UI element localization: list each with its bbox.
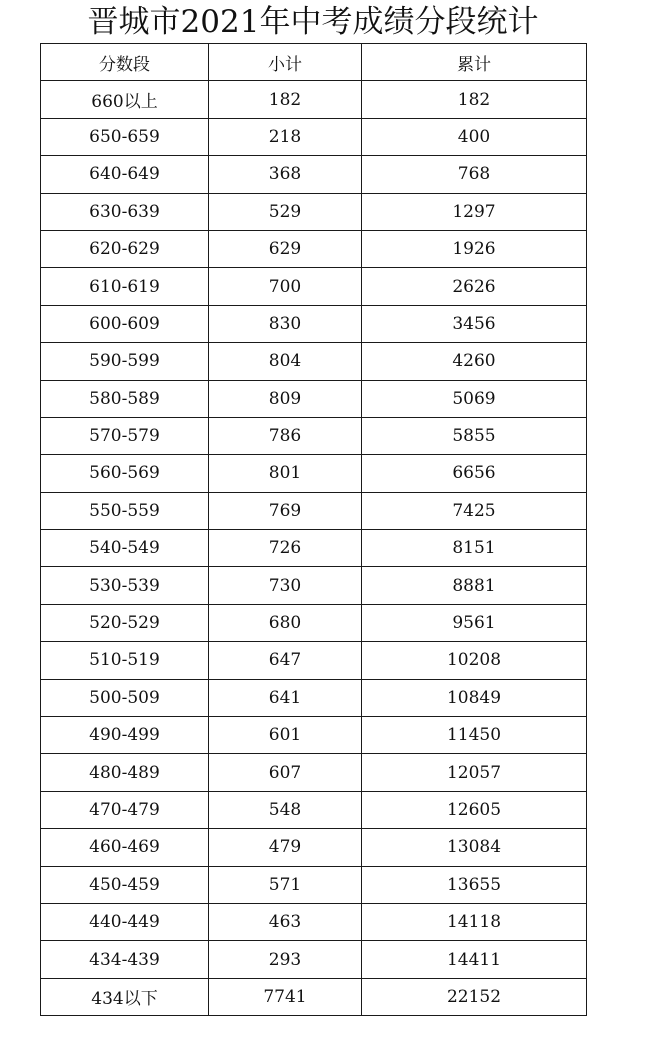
cumulative-cell: 13655 [362, 866, 587, 903]
cumulative-cell: 1297 [362, 193, 587, 230]
table-row [41, 118, 587, 155]
table-row [41, 81, 587, 118]
score-range-cell: 440-449 [41, 903, 209, 940]
table-row [41, 866, 587, 903]
subtotal-cell: 293 [209, 941, 362, 978]
score-range-cell: 460-469 [41, 829, 209, 866]
cumulative-cell: 10208 [362, 642, 587, 679]
table-row [41, 754, 587, 791]
subtotal-cell: 601 [209, 717, 362, 754]
score-range-cell: 540-549 [41, 530, 209, 567]
table-row [41, 567, 587, 604]
cumulative-cell: 2626 [362, 268, 587, 305]
subtotal-cell: 801 [209, 455, 362, 492]
subtotal-cell: 479 [209, 829, 362, 866]
table-row [41, 717, 587, 754]
cumulative-cell: 10849 [362, 679, 587, 716]
table-row [41, 156, 587, 193]
subtotal-cell: 368 [209, 156, 362, 193]
table-body [41, 81, 587, 1016]
subtotal-cell: 726 [209, 530, 362, 567]
table-row [41, 492, 587, 529]
cumulative-cell: 8881 [362, 567, 587, 604]
score-range-cell: 560-569 [41, 455, 209, 492]
subtotal-cell: 218 [209, 118, 362, 155]
table-row [41, 530, 587, 567]
table-row [41, 941, 587, 978]
table-row [41, 193, 587, 230]
subtotal-cell: 700 [209, 268, 362, 305]
cumulative-cell: 7425 [362, 492, 587, 529]
subtotal-cell: 786 [209, 417, 362, 454]
cumulative-cell: 8151 [362, 530, 587, 567]
cumulative-cell: 6656 [362, 455, 587, 492]
subtotal-cell: 182 [209, 81, 362, 118]
cumulative-cell: 1926 [362, 230, 587, 267]
subtotal-cell: 463 [209, 903, 362, 940]
cumulative-cell: 400 [362, 118, 587, 155]
cumulative-cell: 13084 [362, 829, 587, 866]
table-row [41, 455, 587, 492]
cumulative-cell: 22152 [362, 978, 587, 1015]
subtotal-cell: 680 [209, 604, 362, 641]
subtotal-cell: 641 [209, 679, 362, 716]
table-header-row [41, 44, 587, 81]
score-range-cell: 640-649 [41, 156, 209, 193]
table-row [41, 978, 587, 1015]
cumulative-cell: 12057 [362, 754, 587, 791]
page-title: 晋城市2021年中考成绩分段统计 [87, 4, 539, 40]
table-row [41, 642, 587, 679]
cumulative-cell: 5855 [362, 417, 587, 454]
cumulative-cell: 768 [362, 156, 587, 193]
subtotal-cell: 769 [209, 492, 362, 529]
subtotal-cell: 647 [209, 642, 362, 679]
subtotal-cell: 730 [209, 567, 362, 604]
subtotal-cell: 809 [209, 380, 362, 417]
subtotal-cell: 830 [209, 305, 362, 342]
score-distribution-table [40, 43, 587, 1016]
score-range-cell: 650-659 [41, 118, 209, 155]
table-row [41, 604, 587, 641]
cumulative-cell: 4260 [362, 343, 587, 380]
score-range-cell: 580-589 [41, 380, 209, 417]
table-row [41, 230, 587, 267]
score-range-cell: 520-529 [41, 604, 209, 641]
column-header-subtotal: 小计 [209, 44, 362, 81]
score-range-cell: 600-609 [41, 305, 209, 342]
score-range-cell: 630-639 [41, 193, 209, 230]
score-range-cell: 550-559 [41, 492, 209, 529]
cumulative-cell: 182 [362, 81, 587, 118]
cumulative-cell: 11450 [362, 717, 587, 754]
column-header-score-range: 分数段 [41, 44, 209, 81]
column-header-cumulative: 累计 [362, 44, 587, 81]
subtotal-cell: 629 [209, 230, 362, 267]
cumulative-cell: 14118 [362, 903, 587, 940]
table-row [41, 268, 587, 305]
score-range-cell: 450-459 [41, 866, 209, 903]
table-row [41, 343, 587, 380]
table-row [41, 903, 587, 940]
table-row [41, 791, 587, 828]
score-range-cell: 530-539 [41, 567, 209, 604]
score-range-cell: 570-579 [41, 417, 209, 454]
score-range-cell: 500-509 [41, 679, 209, 716]
score-range-cell: 434-439 [41, 941, 209, 978]
table-row [41, 305, 587, 342]
subtotal-cell: 571 [209, 866, 362, 903]
cumulative-cell: 5069 [362, 380, 587, 417]
score-range-cell: 510-519 [41, 642, 209, 679]
table-row [41, 679, 587, 716]
score-range-cell: 660以上 [41, 81, 209, 118]
score-range-cell: 434以下 [41, 978, 209, 1015]
score-range-cell: 590-599 [41, 343, 209, 380]
table-row [41, 829, 587, 866]
score-range-cell: 490-499 [41, 717, 209, 754]
table-row [41, 417, 587, 454]
score-range-cell: 610-619 [41, 268, 209, 305]
cumulative-cell: 12605 [362, 791, 587, 828]
table-row [41, 380, 587, 417]
subtotal-cell: 548 [209, 791, 362, 828]
subtotal-cell: 607 [209, 754, 362, 791]
subtotal-cell: 529 [209, 193, 362, 230]
score-range-cell: 470-479 [41, 791, 209, 828]
score-range-cell: 620-629 [41, 230, 209, 267]
cumulative-cell: 9561 [362, 604, 587, 641]
cumulative-cell: 14411 [362, 941, 587, 978]
cumulative-cell: 3456 [362, 305, 587, 342]
score-range-cell: 480-489 [41, 754, 209, 791]
subtotal-cell: 804 [209, 343, 362, 380]
subtotal-cell: 7741 [209, 978, 362, 1015]
